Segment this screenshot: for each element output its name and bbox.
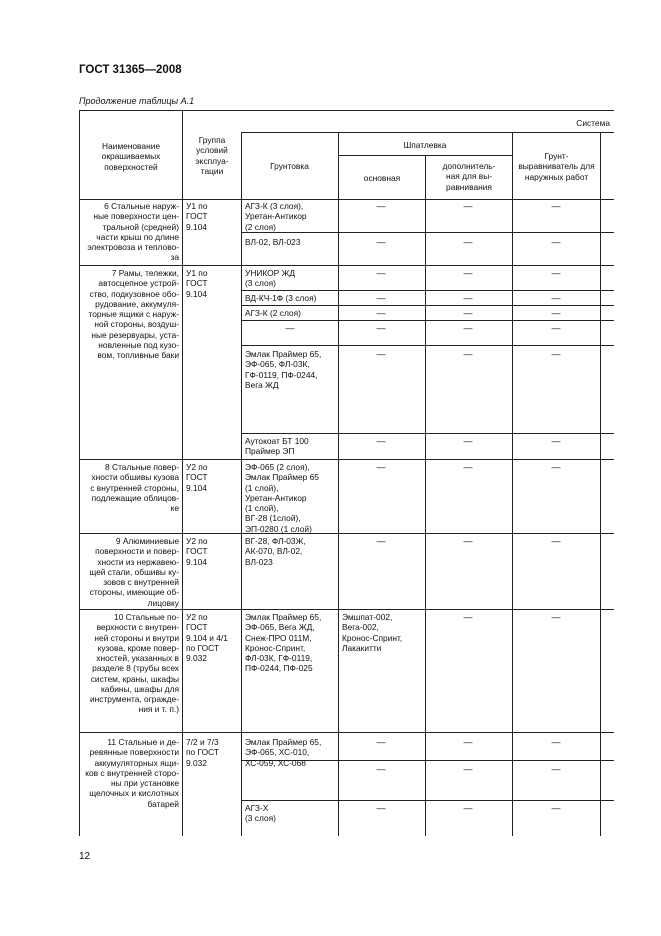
primer-cell: ЭФ-065 (2 слоя), Эмлак Праймер 65 (1 слой), Уретан-Антикор (1 слой), ВГ-28 (1слой), ЭП-0280 (1 слой)	[245, 462, 319, 534]
putty-main-cell: Эмшпат-002, Вега-002, Кронос-Спринт, Лакакитти	[342, 612, 403, 653]
putty-extra-cell: —	[463, 268, 473, 278]
putty-main-cell: —	[376, 737, 386, 747]
column-divider	[241, 132, 242, 836]
header-surface: Наименование окрашиваемых поверхностей	[101, 141, 161, 172]
putty-main-cell: —	[376, 268, 386, 278]
leveler-cell: —	[551, 237, 561, 247]
row-surface: 6 Стальные наруж- ные поверхности цен- тральной (средней) части крыш по длине электровоза и теплово- за	[87, 201, 179, 263]
putty-main-cell: —	[376, 201, 386, 211]
row-surface: 10 Стальные по- верхности с внутрен- ней стороны и внутри кузова, кроме повер- хностей, указанных в разделе 8 (трубы всех систем, краны, шкафы кабины, шкафы для инструмента, огражде- ния и т. п.)	[89, 612, 179, 715]
header-system: Система	[576, 118, 610, 128]
column-divider	[338, 132, 339, 836]
header-divider	[241, 132, 614, 133]
header-group: Группа условий эксплуа- тации	[195, 135, 229, 176]
subrow-divider	[241, 345, 614, 346]
putty-main-cell: —	[376, 462, 386, 472]
header-divider	[338, 155, 512, 156]
primer-cell: УНИКОР ЖД (3 слоя)	[245, 268, 296, 289]
putty-main-cell: —	[376, 349, 386, 359]
row-surface: 9 Алюминиевые поверхности и повер- хности из нержавею- щей стали, обшивы ку- зовов с внутренней стороны, имеющие об- лицовку	[89, 536, 179, 608]
header-putty-main: основная	[363, 173, 401, 183]
subrow-divider	[241, 433, 614, 434]
leveler-cell: —	[551, 462, 561, 472]
subrow-divider	[241, 800, 614, 801]
putty-extra-cell: —	[463, 436, 473, 446]
document-title: ГОСТ 31365—2008	[79, 64, 182, 76]
row-group: У2 по ГОСТ 9.104	[186, 462, 208, 493]
putty-extra-cell: —	[463, 349, 473, 359]
column-divider	[600, 132, 601, 836]
putty-extra-cell: —	[463, 201, 473, 211]
leveler-cell: —	[551, 764, 561, 774]
putty-main-cell: —	[376, 803, 386, 813]
column-divider	[425, 155, 426, 836]
leveler-cell: —	[551, 349, 561, 359]
primer-cell: АГЗ-К (3 слоя), Уретан-Антикор (2 слоя)	[245, 201, 307, 232]
subrow-divider	[241, 290, 614, 291]
row-group: У1 по ГОСТ 9.104	[186, 268, 208, 299]
putty-main-cell: —	[376, 308, 386, 318]
leveler-cell: —	[551, 612, 561, 622]
row-surface: 11 Стальные и де- ревянные поверхности аккумуляторных ящи- ков с внутренней сторо- ны при установке щелочных и кислотных батарей	[85, 737, 179, 809]
row-group: 7/2 и 7/3 по ГОСТ 9.032	[186, 737, 219, 768]
primer-cell: —	[285, 323, 295, 333]
leveler-cell: —	[551, 201, 561, 211]
row-divider	[79, 533, 614, 534]
putty-main-cell: —	[376, 293, 386, 303]
subrow-divider	[241, 305, 614, 306]
primer-cell: Эмлак Праймер 65, ЭФ-065, Вега ЖД, Снеж-ПРО 011М, Кронос-Спринт, ФЛ-03К, ГФ-0119, ПФ-0244, ПФ-025	[245, 612, 322, 674]
leveler-cell: —	[551, 323, 561, 333]
leveler-cell: —	[551, 308, 561, 318]
putty-main-cell: —	[376, 436, 386, 446]
putty-extra-cell: —	[463, 308, 473, 318]
putty-extra-cell: —	[463, 462, 473, 472]
leveler-cell: —	[551, 737, 561, 747]
putty-extra-cell: —	[463, 293, 473, 303]
header-primer: Грунтовка	[270, 161, 309, 171]
leveler-cell: —	[551, 268, 561, 278]
header-putty: Шпатлевка	[403, 140, 447, 150]
row-divider	[79, 732, 614, 733]
header-bottom	[79, 199, 614, 200]
putty-main-cell: —	[376, 237, 386, 247]
primer-cell: Эмлак Праймер 65, ЭФ-065, ХС-010, ХС-059, ХС-068	[245, 737, 322, 768]
primer-cell: АГЗ-К (2 слоя)	[245, 308, 301, 318]
table-caption: Продолжение таблицы А.1	[79, 96, 195, 106]
putty-extra-cell: —	[463, 764, 473, 774]
page-number: 12	[79, 851, 91, 862]
primer-cell: ВЛ-02, ВЛ-023	[245, 237, 301, 247]
putty-main-cell: —	[376, 536, 386, 546]
putty-extra-cell: —	[463, 612, 473, 622]
row-surface: 7 Рамы, тележки, автосцепное устрой- ство, подкузовное обо- рудование, аккумуля- торные ящики с наруж- ной стороны, воздуш- ные резервуары, уста- новленные под кузо- вом, топливные баки	[88, 268, 179, 360]
column-divider	[512, 132, 513, 836]
putty-main-cell: —	[376, 764, 386, 774]
leveler-cell: —	[551, 803, 561, 813]
row-group: У1 по ГОСТ 9.104	[186, 201, 208, 232]
putty-extra-cell: —	[463, 803, 473, 813]
putty-extra-cell: —	[463, 737, 473, 747]
table-border-top	[79, 110, 614, 111]
primer-cell: АГЗ-Х (3 слоя)	[245, 803, 276, 824]
header-putty-extra: дополнитель- ная для вы- равнивания	[442, 161, 496, 192]
row-divider	[79, 459, 614, 460]
subrow-divider	[241, 320, 614, 321]
row-divider	[79, 265, 614, 266]
putty-extra-cell: —	[463, 536, 473, 546]
column-divider	[182, 110, 183, 836]
primer-cell: Эмлак Праймер 65, ЭФ-065, ФЛ-03К, ГФ-0119, ПФ-0244, Вега ЖД	[245, 349, 322, 390]
primer-cell: ВГ-28, ФЛ-03Ж, АК-070, ВЛ-02, ВЛ-023	[245, 536, 306, 567]
row-group: У2 по ГОСТ 9.104	[186, 536, 208, 567]
row-group: У2 по ГОСТ 9.104 и 4/1 по ГОСТ 9.032	[186, 612, 228, 663]
primer-cell: ВД-КЧ-1Ф (3 слоя)	[245, 293, 317, 303]
putty-main-cell: —	[376, 323, 386, 333]
row-surface: 8 Стальные повер- хности обшивы кузова с внутренней стороны, подлежащие облицов- ке	[90, 462, 179, 513]
row-divider	[79, 609, 614, 610]
putty-extra-cell: —	[463, 237, 473, 247]
putty-extra-cell: —	[463, 323, 473, 333]
primer-cell: Аутокоат БТ 100 Праймер ЭП	[245, 436, 309, 457]
subrow-divider	[241, 232, 614, 233]
leveler-cell: —	[551, 536, 561, 546]
leveler-cell: —	[551, 293, 561, 303]
leveler-cell: —	[551, 436, 561, 446]
table-border-left	[79, 110, 80, 836]
header-leveler: Грунт- выравниватель для наружных работ	[518, 151, 595, 182]
